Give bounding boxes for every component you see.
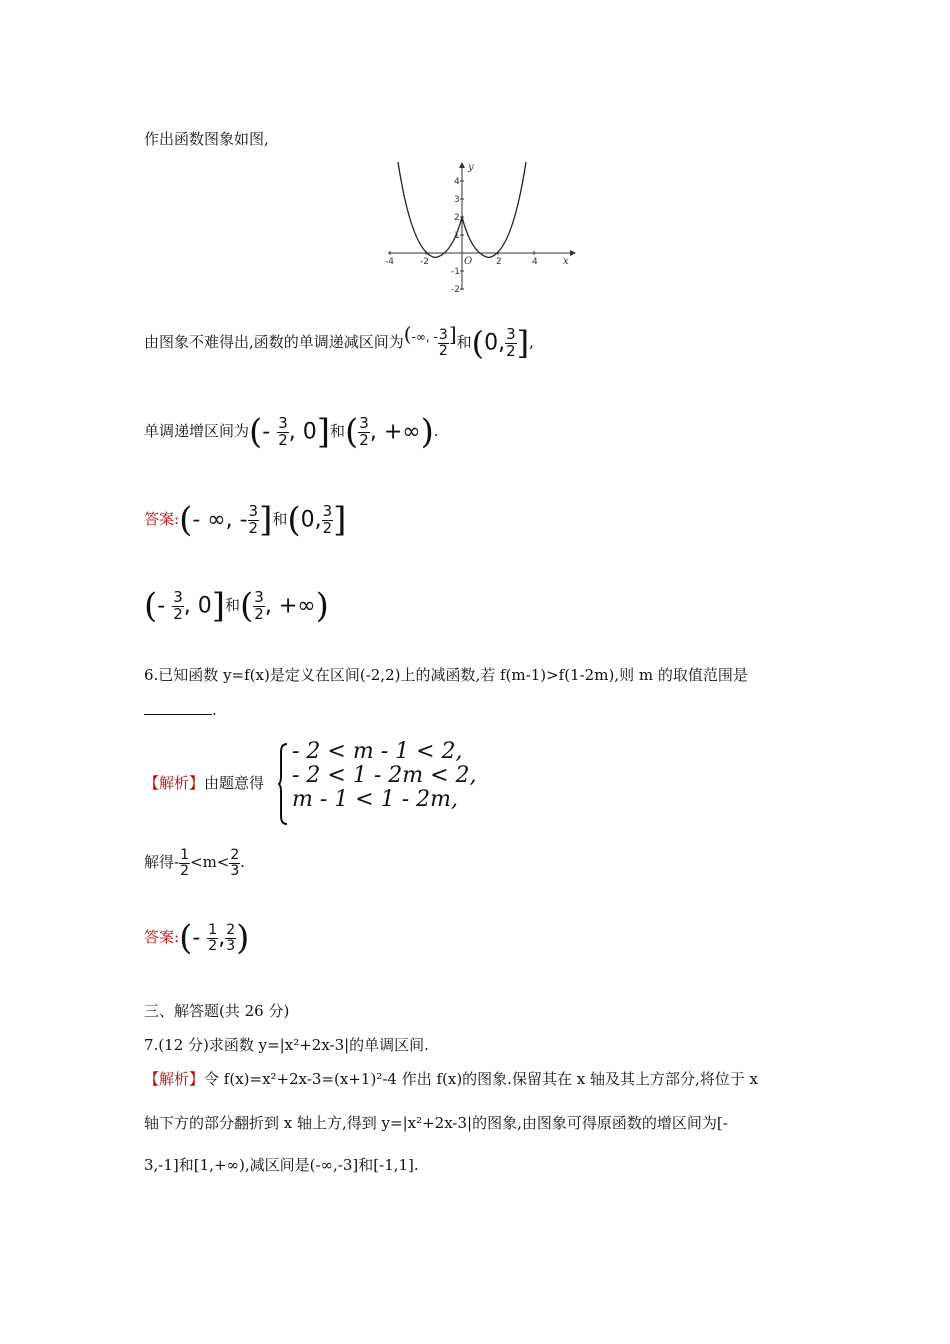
y-axis-arrow bbox=[459, 162, 465, 168]
analysis-7-line-2: 轴下方的部分翻折到 x 轴上方,得到 y=|x²+2x-3|的图象,由图象可得原函数的增区间为[- bbox=[144, 1114, 728, 1132]
fraction: $\frac{3}{2}$ bbox=[248, 501, 259, 537]
line2-prefix: 由图象不难得出,函数的单调递减区间为 bbox=[144, 333, 404, 351]
y-tick: 1 bbox=[454, 231, 460, 241]
answer-label: 答案: bbox=[144, 928, 180, 946]
analysis-tag: 【解析】 bbox=[144, 774, 205, 792]
fraction: $\frac{3}{2}$ bbox=[438, 326, 448, 359]
intro-line: 作出函数图象如图, bbox=[144, 130, 269, 148]
fraction: $\frac{3}{2}$ bbox=[322, 501, 333, 537]
y-tick: -1 bbox=[451, 267, 460, 277]
question-7: 7.(12 分)求函数 y=|x²+2x-3|的单调区间. bbox=[144, 1036, 429, 1054]
function-graph bbox=[380, 160, 580, 300]
y-label: y bbox=[468, 162, 474, 173]
inequality-line: - 2 < m - 1 < 2, bbox=[292, 739, 463, 764]
x-tick: -4 bbox=[385, 257, 394, 267]
answer-1-continued: (- $\frac{3}{2}$ , 0]和( $\frac{3}{2}$ , +∞) bbox=[144, 586, 329, 626]
y-tick: 3 bbox=[454, 195, 460, 205]
answer-blank-line: . bbox=[144, 700, 217, 719]
section-heading: 三、解答题(共 26 分) bbox=[144, 1002, 290, 1020]
x-axis-arrow bbox=[570, 250, 576, 256]
inequality-line: - 2 < 1 - 2m < 2, bbox=[292, 763, 477, 788]
decreasing-interval-line: 由图象不难得出,函数的单调递减区间为(-∞, - $\frac{3}{2}$ ]和(0, $\frac{3}{2}$ ], bbox=[144, 322, 534, 362]
fraction: $\frac{2}{3}$ bbox=[226, 921, 236, 954]
analysis-7-line-1: 【解析】令 f(x)=x²+2x-3=(x+1)²-4 作出 f(x)的图象.保留其在 x 轴及其上方部分,将位于 x bbox=[144, 1070, 758, 1088]
x-tick: 2 bbox=[496, 257, 502, 267]
answer-1: 答案:(- ∞, - $\frac{3}{2}$ ]和(0, $\frac{3}{2}$ ] bbox=[144, 500, 347, 540]
answer-6: 答案:(- $\frac{1}{2}$ , $\frac{2}{3}$ ) bbox=[144, 918, 250, 958]
fraction: $\frac{1}{2}$ bbox=[180, 847, 189, 879]
inequality-line: m - 1 < 1 - 2m, bbox=[292, 787, 458, 812]
y-tick: 2 bbox=[454, 213, 460, 223]
fraction: $\frac{3}{2}$ bbox=[173, 587, 183, 623]
line3-prefix: 单调递增区间为 bbox=[144, 422, 250, 440]
left-brace bbox=[278, 742, 288, 826]
fraction: $\frac{3}{2}$ bbox=[506, 324, 516, 360]
y-tick: 4 bbox=[454, 177, 460, 187]
x-label: x bbox=[563, 256, 569, 267]
x-tick: 4 bbox=[532, 257, 538, 267]
question-6: 6.已知函数 y=f(x)是定义在区间(-2,2)上的减函数,若 f(m-1)>f(1-2m),则 m 的取值范围是 bbox=[144, 666, 748, 684]
fraction: $\frac{1}{2}$ bbox=[208, 921, 218, 954]
y-tick: -2 bbox=[451, 285, 460, 295]
answer-label: 答案: bbox=[144, 510, 180, 528]
origin-label: O bbox=[464, 256, 473, 267]
increasing-interval-line: 单调递增区间为(- $\frac{3}{2}$ , 0]和( $\frac{3}{2}$ , +∞). bbox=[144, 412, 439, 452]
analysis-6: 【解析】由题意得 bbox=[144, 774, 265, 792]
fraction: $\frac{3}{2}$ bbox=[254, 587, 264, 623]
x-tick: -2 bbox=[420, 257, 429, 267]
analysis-7-line-3: 3,-1]和[1,+∞),减区间是(-∞,-3]和[-1,1]. bbox=[144, 1156, 419, 1174]
fraction: $\frac{2}{3}$ bbox=[230, 847, 240, 879]
answer-blank bbox=[144, 700, 212, 715]
solution-6: 解得- $\frac{1}{2}$ <m< $\frac{2}{3}$ . bbox=[144, 847, 246, 879]
analysis-tag: 【解析】 bbox=[144, 1070, 205, 1088]
fraction: $\frac{3}{2}$ bbox=[359, 413, 369, 449]
fraction: $\frac{3}{2}$ bbox=[278, 413, 288, 449]
